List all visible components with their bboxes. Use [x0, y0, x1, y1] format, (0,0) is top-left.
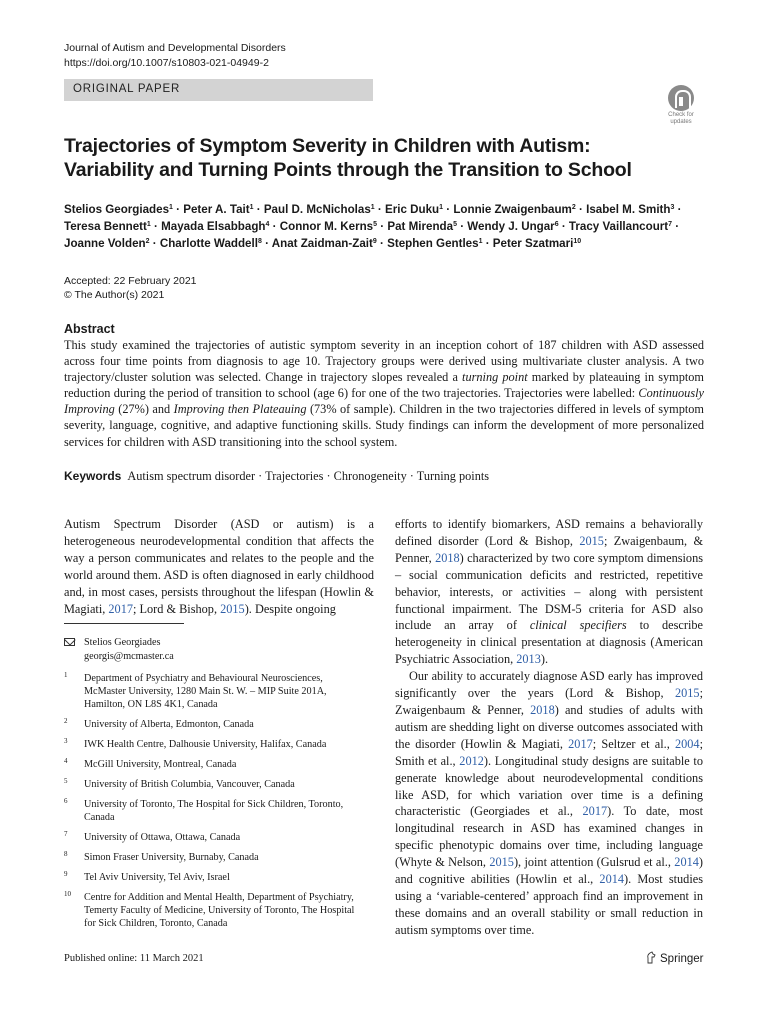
body-paragraph: [395, 668, 703, 939]
author-affiliation-number: 7: [668, 221, 673, 228]
citation-link[interactable]: 2015: [489, 855, 514, 870]
publisher-logo: [646, 951, 703, 965]
author-affiliation-number: 5: [373, 221, 378, 228]
author-separator: ·: [482, 237, 493, 250]
abstract-emphasis: turning point: [462, 370, 528, 385]
author-separator: ·: [443, 203, 454, 216]
affiliation-item: [64, 672, 364, 712]
citation-link[interactable]: 2017: [108, 601, 133, 616]
author-separator: ·: [269, 220, 280, 233]
affiliation-number: 3: [64, 737, 68, 746]
body-segment: to describe heterogeneity in clinical presentation at diagnosis (American Psychiatric Association,: [395, 618, 703, 667]
section-label-bar: [64, 79, 373, 101]
author-affiliation-number: 2: [571, 204, 576, 211]
author-affiliation-number: 2: [145, 238, 150, 245]
crossmark-line-2: updates: [670, 118, 692, 125]
abstract-text: [64, 337, 704, 450]
author-separator: ·: [376, 237, 388, 250]
author-separator: ·: [149, 237, 160, 250]
author-affiliation-number: 6: [554, 221, 559, 228]
affiliation-item: [64, 798, 364, 824]
affiliation-text: Department of Psychiatry and Behavioural Neurosciences, McMaster University, 1280 Main St. W. – MIP Suite 201A, Hamilton, ON L8S 4K1, Canada: [84, 673, 327, 711]
affiliation-number: 4: [64, 757, 68, 766]
author-separator: ·: [456, 220, 468, 233]
citation-link[interactable]: 2018: [435, 550, 460, 565]
affiliation-text: Simon Fraser University, Burnaby, Canada: [84, 851, 259, 863]
author-name[interactable]: Teresa Bennett: [64, 220, 147, 233]
body-segment: efforts to identify biomarkers, ASD remains a behaviorally defined disorder (Lord & Bishop,: [395, 517, 703, 548]
author-separator: ·: [377, 220, 388, 233]
check-for-updates-badge[interactable]: [662, 85, 700, 125]
body-segment: ). Longitudinal study designs are suitable to generate knowledge about neurodevelopmental conditions like ASD, for which variation over time is a defining characteristic (Georgiades et al.,: [395, 753, 703, 819]
affiliation-item: [64, 891, 364, 931]
corresponding-author: Stelios Georgiades: [84, 637, 161, 648]
article-dates: [64, 274, 197, 302]
author-affiliation-number: 5: [453, 221, 457, 228]
body-segment: Autism Spectrum Disorder (ASD or autism) is a heterogeneous neurodevelopmental condition that affects the way a person communicates and relates to the people and the world around them. ASD is often diagnosed in early childhood and, in most cases, persists throughout the lifespan (Howlin & Magiati,: [64, 517, 374, 616]
affiliation-number: 6: [64, 796, 68, 805]
affiliation-number: 5: [64, 776, 68, 785]
body-segment: ) and studies of adults with autism are shedding light on diverse outcomes associated with the disorder (Howlin & Magiati,: [395, 702, 704, 751]
body-text-right: [395, 516, 703, 939]
springer-horse-icon: [646, 951, 656, 964]
author-affiliation-number: 1: [370, 204, 375, 211]
author-affiliation-number: 1: [249, 204, 254, 211]
author-name[interactable]: Charlotte Waddell: [159, 237, 258, 250]
publisher-name: Springer: [660, 953, 704, 965]
citation-link[interactable]: 2014: [674, 855, 699, 870]
body-segment: ) characterized by two core symptom dimensions – social communication deficits and restricted, repetitive behavior, interests, or activities – along with persistent functional impairment. The DSM-5 criteria for ASD also include an array of: [395, 550, 704, 633]
body-text-left: [64, 516, 374, 617]
affiliation-text: McGill University, Montreal, Canada: [84, 759, 237, 771]
abstract-emphasis: Continuously Improving: [64, 386, 704, 417]
affiliation-item: [64, 758, 364, 771]
author-name[interactable]: Isabel M. Smith: [586, 203, 671, 216]
author-name[interactable]: Anat Zaidman-Zait: [271, 237, 373, 250]
keywords: [64, 468, 704, 484]
affiliation-number: 7: [64, 829, 68, 838]
author-name[interactable]: Stephen Gentles: [387, 237, 479, 250]
body-segment: ). Most studies using a ‘variable-centered’ approach find an improvement in these domains and an overall stability or small reduction in autism symptoms over time.: [395, 872, 703, 937]
author-separator: ·: [575, 203, 587, 216]
author-name[interactable]: Stelios Georgiades: [64, 203, 170, 216]
body-emphasis: clinical specifiers: [529, 618, 627, 633]
citation-link[interactable]: 2013: [516, 652, 541, 667]
corresponding-email[interactable]: georgis@mcmaster.ca: [84, 650, 174, 662]
affiliation-text: University of Toronto, The Hospital for Sick Children, Toronto, Canada: [84, 798, 344, 824]
citation-link[interactable]: 2017: [582, 804, 608, 819]
crossmark-line-1: Check for: [668, 112, 694, 118]
affiliation-number: 10: [64, 889, 71, 898]
author-affiliation-number: 1: [439, 204, 444, 211]
author-separator: ·: [253, 203, 264, 216]
affiliation-item: [64, 738, 364, 751]
author-affiliation-number: 1: [478, 238, 483, 245]
affiliation-item: [64, 851, 364, 864]
copyright-line: © The Author(s) 2021: [64, 289, 165, 301]
author-name[interactable]: Wendy J. Ungar: [467, 220, 555, 233]
body-segment: ; Seltzer et al.,: [592, 736, 675, 751]
affiliation-text: Centre for Addition and Mental Health, Department of Psychiatry, Temerty Faculty of Medicine, University of Toronto, The Hospital for Sick Children, Toronto, Canada: [84, 891, 355, 930]
citation-link[interactable]: 2015: [674, 686, 700, 701]
footnote-divider: [64, 623, 184, 624]
accepted-date: Accepted: 22 February 2021: [64, 275, 197, 287]
author-affiliation-number: 10: [573, 238, 582, 245]
paper-title: Trajectories of Symptom Severity in Children with Autism: Variability and Turning Points through the Transition to School: [64, 135, 632, 181]
author-name[interactable]: Pat Mirenda: [387, 220, 454, 233]
affiliation-text: Tel Aviv University, Tel Aviv, Israel: [84, 871, 230, 883]
published-date: Published online: 11 March 2021: [64, 953, 204, 964]
body-segment: Our ability to accurately diagnose ASD early has improved significantly over the years (Lord & Bishop,: [395, 669, 703, 701]
author-name[interactable]: Peter Szatmari: [492, 237, 574, 250]
affiliation-number: 8: [64, 849, 68, 858]
affiliation-number: 2: [64, 717, 68, 726]
affiliation-text: IWK Health Centre, Dalhousie University, Halifax, Canada: [84, 739, 327, 751]
affiliation-text: University of Alberta, Edmonton, Canada: [84, 719, 254, 731]
affiliation-item: [64, 831, 364, 844]
author-separator: ·: [261, 237, 272, 250]
envelope-icon: [64, 638, 75, 646]
citation-link[interactable]: 2015: [579, 533, 604, 548]
keywords-heading: Keywords: [64, 469, 122, 483]
author-name[interactable]: Eric Duku: [385, 203, 440, 216]
author-name[interactable]: Joanne Volden: [64, 237, 146, 250]
author-list: [64, 201, 704, 252]
author-separator: ·: [558, 220, 569, 233]
author-separator: ·: [672, 220, 680, 233]
author-name[interactable]: Tracy Vaillancourt: [568, 220, 669, 233]
author-affiliation-number: 3: [670, 204, 675, 211]
author-separator: ·: [150, 220, 162, 233]
abstract-segment: (27%) and: [114, 402, 174, 417]
body-segment: ; Zwaigenbaum, & Penner,: [395, 533, 704, 565]
author-affiliation-number: 9: [372, 238, 377, 245]
author-name[interactable]: Peter A. Tait: [183, 203, 250, 216]
body-segment: ; Lord & Bishop,: [133, 601, 221, 616]
abstract-segment: This study examined the trajectories of autistic symptom severity in an inception cohort of 187 children with ASD assessed across four time points from diagnosis to age 10. Trajectory groups were derived using multivariate cluster analysis. A two trajectory/cluster solution was selected. Change in trajectory slopes revealed a: [64, 338, 704, 385]
body-segment: ; Zwaigenbaum & Penner,: [395, 686, 703, 717]
author-affiliation-number: 8: [257, 238, 262, 245]
author-separator: ·: [374, 203, 385, 216]
affiliation-text: University of British Columbia, Vancouver, Canada: [84, 778, 295, 790]
affiliation-item: [64, 778, 364, 791]
affiliations-list: [64, 672, 364, 937]
section-label: ORIGINAL PAPER: [73, 83, 181, 95]
crossmark-label: [662, 112, 700, 125]
abstract-segment: (73% of sample). Children in the two trajectories differed in levels of symptom severity, language, cognitive, and adaptive functioning skills. Study findings can inform the development of more personalized services for children with ASD transitioning into the school system.: [64, 402, 704, 449]
author-name[interactable]: Connor M. Kerns: [279, 220, 374, 233]
abstract-heading: Abstract: [64, 322, 115, 336]
citation-link[interactable]: 2014: [599, 872, 625, 887]
body-segment: ) and cognitive abilities (Howlin et al.,: [395, 855, 703, 887]
citation-link[interactable]: 2018: [530, 702, 555, 717]
affiliation-item: [64, 871, 364, 884]
citation-link[interactable]: 2017: [568, 736, 593, 751]
keywords-list: Autism spectrum disorder · Trajectories · Chronogeneity · Turning points: [127, 469, 490, 483]
author-separator: ·: [172, 203, 184, 216]
author-name[interactable]: Mayada Elsabbagh: [161, 220, 266, 233]
citation-link[interactable]: 2004: [674, 736, 700, 751]
abstract-emphasis: Improving then Plateauing: [173, 402, 307, 417]
citation-link[interactable]: 2015: [220, 601, 245, 616]
body-segment: ). To date, most longitudinal research in ASD has examined changes in specific phenotypic domains over time, including language (Whyte & Nelson,: [395, 804, 703, 870]
body-segment: ), joint attention (Gulsrud et al.,: [513, 855, 675, 870]
journal-header: [64, 41, 286, 70]
citation-link[interactable]: 2012: [459, 753, 484, 768]
crossmark-icon: [668, 85, 694, 111]
body-segment: ; Smith et al.,: [395, 736, 703, 768]
author-affiliation-number: 1: [169, 204, 173, 211]
body-paragraph: [395, 516, 703, 668]
body-segment: ). Despite ongoing: [244, 601, 336, 616]
body-segment: ).: [540, 652, 549, 667]
affiliation-text: University of Ottawa, Ottawa, Canada: [84, 831, 241, 843]
doi-link[interactable]: https://doi.org/10.1007/s10803-021-04949-2: [64, 56, 269, 69]
author-name[interactable]: Paul D. McNicholas: [263, 203, 371, 216]
affiliation-item: [64, 718, 364, 731]
journal-name: Journal of Autism and Developmental Disorders: [64, 42, 286, 54]
author-separator: ·: [674, 203, 682, 216]
affiliation-number: 9: [64, 869, 68, 878]
abstract-segment: marked by plateauing in symptom reduction during the period of transition to school (age 6) for one of the two trajectories. Trajectories were labelled:: [64, 370, 704, 401]
author-affiliation-number: 4: [265, 221, 270, 228]
author-name[interactable]: Lonnie Zwaigenbaum: [453, 203, 572, 216]
author-affiliation-number: 1: [146, 221, 151, 228]
correspondence: [64, 636, 174, 663]
affiliation-number: 1: [64, 671, 68, 679]
